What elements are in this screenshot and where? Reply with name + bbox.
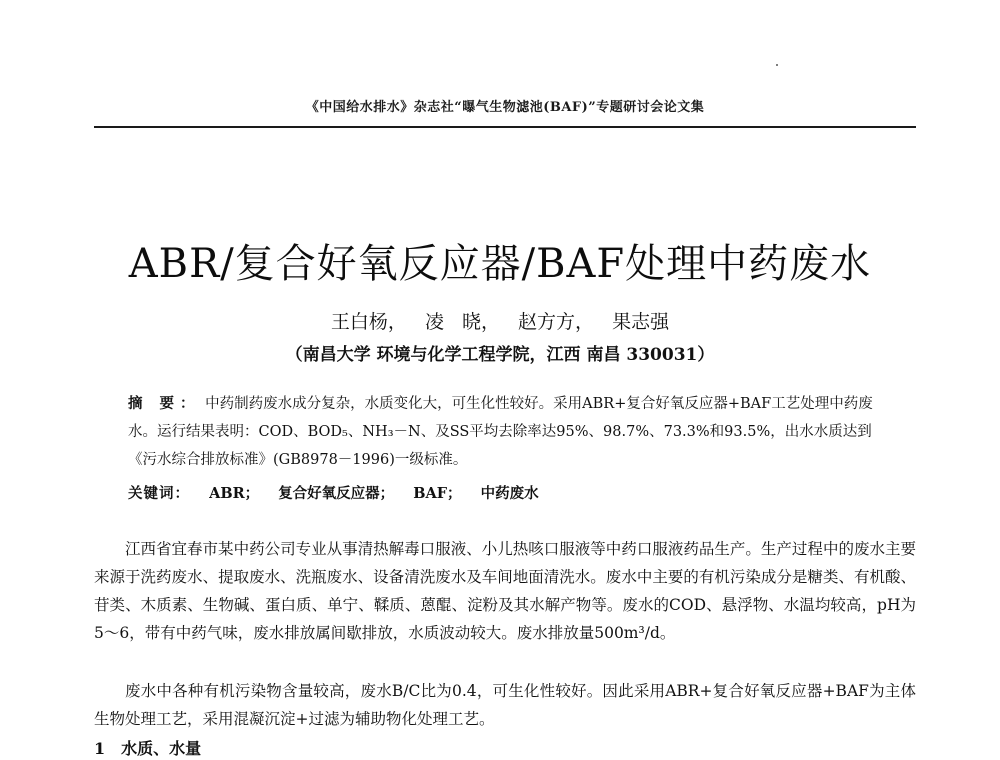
body-paragraph: 废水中各种有机污染物含量较高，废水B/C比为0.4，可生化性较好。因此采用ABR+复合好氧反应器+BAF为主体生物处理工艺，采用混凝沉淀+过滤为辅助物化处理工艺。 [94,682,916,728]
keyword-item: ABR； [209,485,260,502]
body-paragraph: 江西省宜春市某中药公司专业从事清热解毒口服液、小儿热咳口服液等中药口服液药品生产。生产过程中的废水主要来源于洗药废水、提取废水、洗瓶废水、设备清洗废水及车间地面清洗水。废水中主要的有机污染成分是糖类、有机酸、苷类、木质素、生物碱、蛋白质、单宁、鞣质、蒽醌、淀粉及其水解产物等。废水的COD、悬浮物、水温均较高，pH为5～6，带有中药气味，废水排放属间歇排放，水质波动较大。废水排放量500m³/d。 [94,540,916,642]
section-title: 水质、水量 [121,739,202,758]
abstract-text: 中药制药废水成分复杂，水质变化大，可生化性较好。采用ABR+复合好氧反应器+BAF工艺处理中药废水。运行结果表明：COD、BOD₅、NH₃－N、及SS平均去除率达95%、98.7%、73.3%和93.5%，出水水质达到《污水综合排放标准》(GB8978－1996)一级标准。 [128,396,873,468]
section-heading [94,736,201,759]
keyword-item: BAF； [413,485,462,502]
keyword-item: 中药废水 [480,485,539,502]
running-header: 《中国给水排水》杂志社“曝气生物滤池(BAF)”专题研讨会论文集 [305,100,705,115]
keyword-item: 复合好氧反应器； [278,485,395,502]
keywords [128,480,888,508]
scan-speck [776,64,778,66]
keywords-label: 关键词： [128,485,190,502]
article-title: ABR/复合好氧反应器/BAF处理中药废水 [128,241,872,287]
header-rule [94,126,916,128]
abstract [128,390,888,474]
affiliation: （南昌大学 环境与化学工程学院，江西 南昌 330031） [285,345,715,365]
author-list: 王白杨， 凌 晓， 赵方方， 果志强 [330,311,670,333]
abstract-label: 摘 要： [128,395,201,412]
section-number: 1 [94,739,106,758]
